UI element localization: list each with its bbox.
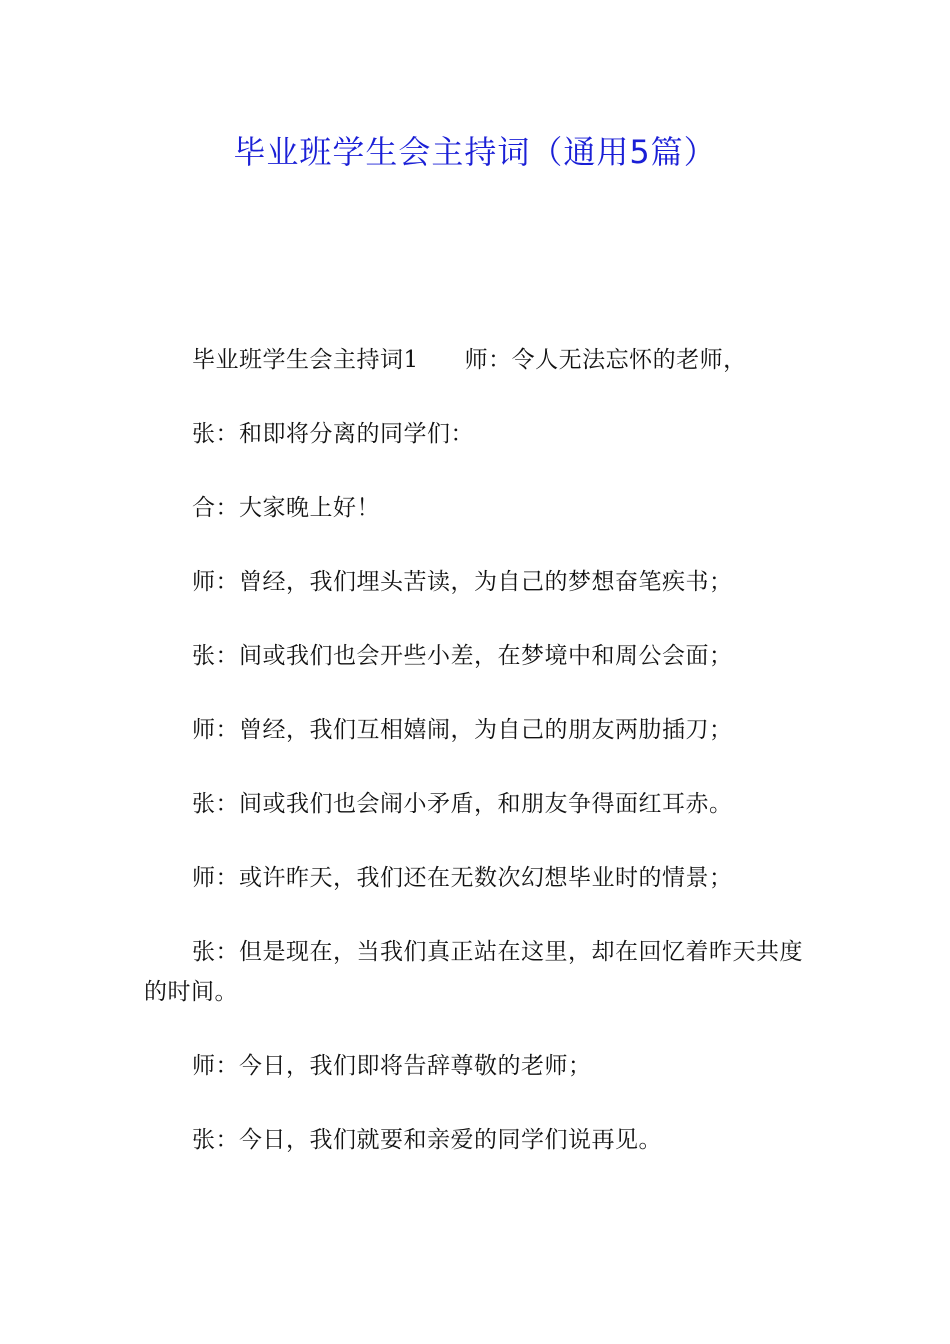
document-title: 毕业班学生会主持词（通用5篇） (233, 133, 717, 171)
paragraph-4: 师：曾经，我们埋头苦读，为自己的梦想奋笔疾书； (192, 569, 733, 595)
paragraph-6: 师：曾经，我们互相嬉闹，为自己的朋友两肋插刀； (192, 717, 733, 743)
paragraph-8: 师：或许昨天，我们还在无数次幻想毕业时的情景； (192, 865, 733, 891)
paragraph-2: 张：和即将分离的同学们： (192, 421, 474, 447)
paragraph-5: 张：间或我们也会开些小差，在梦境中和周公会面； (192, 643, 733, 669)
document-body (0, 340, 950, 1194)
section-heading: 毕业班学生会主持词1 (192, 347, 419, 373)
paragraph-10: 师：今日，我们即将告辞尊敬的老师； (192, 1053, 592, 1079)
paragraph-1 (0, 340, 950, 380)
paragraph-3: 合：大家晚上好！ (192, 495, 380, 521)
paragraph-1-text: 师：令人无法忘怀的老师， (464, 347, 747, 373)
paragraph-9: 张：但是现在，当我们真正站在这里，却在回忆着昨天共度的时间。 (144, 939, 803, 1005)
paragraph-7: 张：间或我们也会闹小矛盾，和朋友争得面红耳赤。 (192, 791, 733, 817)
paragraph-11: 张：今日，我们就要和亲爱的同学们说再见。 (192, 1127, 662, 1153)
